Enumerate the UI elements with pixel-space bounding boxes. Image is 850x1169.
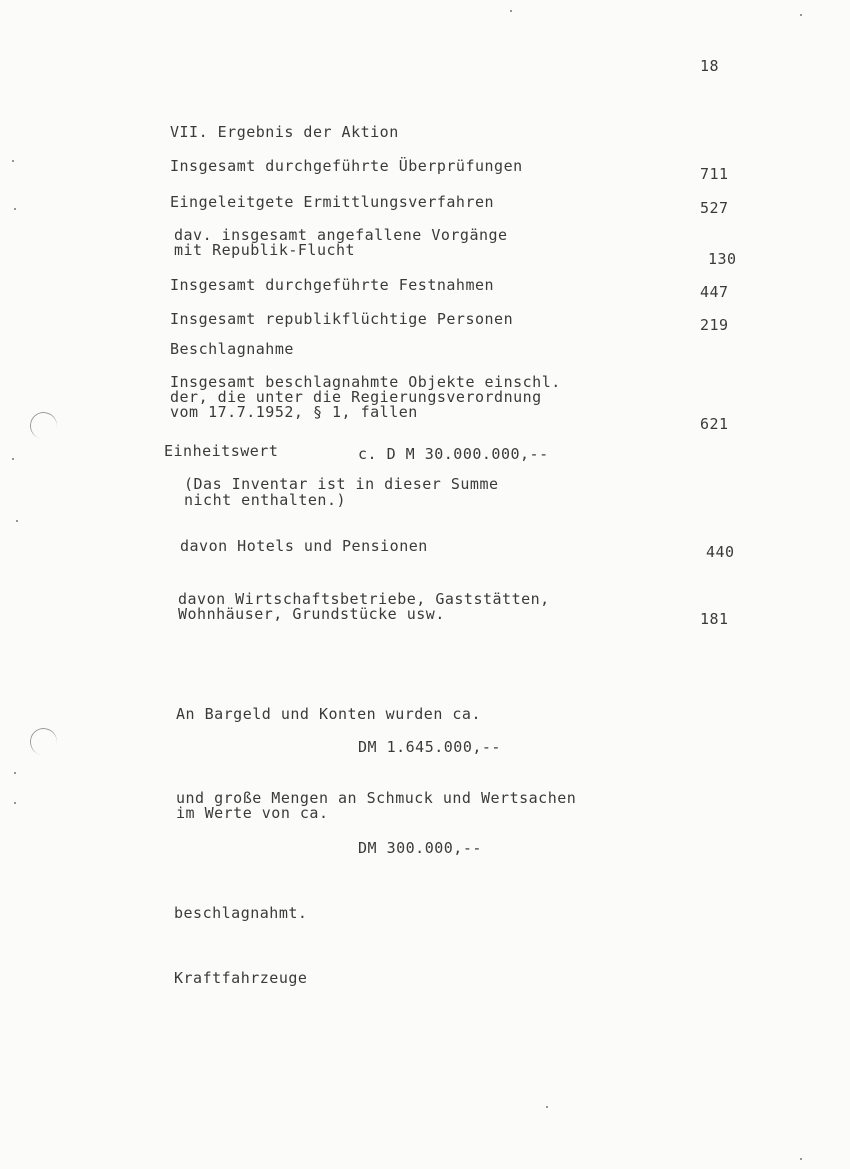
bargeld-text: An Bargeld und Konten wurden ca. <box>176 705 481 723</box>
bargeld-amount: DM 1.645.000,-- <box>358 738 501 756</box>
objekte-line2: der, die unter die Regierungsverordnung <box>170 388 542 406</box>
scan-speck <box>800 1158 802 1160</box>
row-label-vorgaenge-line2: mit Republik-Flucht <box>174 241 356 259</box>
row-label-republikfluechtige: Insgesamt republikflüchtige Personen <box>170 310 514 328</box>
kraftfahrzeuge-heading: Kraftfahrzeuge <box>174 969 308 987</box>
punch-hole-bottom <box>28 726 59 757</box>
scan-speck <box>12 160 14 162</box>
inventar-note-line2: nicht enthalten.) <box>184 491 347 509</box>
row-value-ermittlungsverfahren: 527 <box>700 199 729 217</box>
schmuck-amount: DM 300.000,-- <box>358 839 482 857</box>
scan-speck <box>14 208 16 210</box>
objekte-line1: Insgesamt beschlagnahmte Objekte einschl. <box>170 373 561 391</box>
schmuck-line1: und große Mengen an Schmuck und Wertsachen <box>176 789 577 807</box>
betriebe-line1: davon Wirtschaftsbetriebe, Gaststätten, <box>178 590 550 608</box>
scan-speck <box>16 520 18 522</box>
page-number: 18 <box>700 57 720 75</box>
row-value-vorgaenge: 130 <box>708 250 737 268</box>
row-value-ueberpruefungen: 711 <box>700 165 729 183</box>
einheitswert-label: Einheitswert <box>164 442 279 460</box>
row-label-festnahmen: Insgesamt durchgeführte Festnahmen <box>170 276 495 294</box>
hotels-label: davon Hotels und Pensionen <box>180 537 428 555</box>
scan-speck <box>14 772 16 774</box>
scan-speck <box>800 14 802 16</box>
einheitswert-amount: c. D M 30.000.000,-- <box>358 445 549 463</box>
row-label-vorgaenge-line1: dav. insgesamt angefallene Vorgänge <box>174 226 508 244</box>
scan-speck <box>12 458 14 460</box>
scan-speck <box>546 1106 548 1108</box>
scan-speck <box>14 802 16 804</box>
betriebe-line2: Wohnhäuser, Grundstücke usw. <box>178 605 445 623</box>
hotels-value: 440 <box>706 543 735 561</box>
objekte-line3: vom 17.7.1952, § 1, fallen <box>170 403 418 421</box>
row-value-festnahmen: 447 <box>700 283 729 301</box>
beschlagnahme-heading: Beschlagnahme <box>170 340 294 358</box>
betriebe-value: 181 <box>700 610 729 628</box>
scan-speck <box>510 10 512 12</box>
row-label-ueberpruefungen: Insgesamt durchgeführte Überprüfungen <box>170 157 523 175</box>
objekte-value: 621 <box>700 415 729 433</box>
punch-hole-top <box>28 410 59 441</box>
beschlagnahmt-text: beschlagnahmt. <box>174 904 308 922</box>
inventar-note-line1: (Das Inventar ist in dieser Summe <box>184 475 499 493</box>
schmuck-line2: im Werte von ca. <box>176 804 329 822</box>
row-label-ermittlungsverfahren: Eingeleitgete Ermittlungsverfahren <box>170 193 495 211</box>
section-title: VII. Ergebnis der Aktion <box>170 123 399 141</box>
row-value-republikfluechtige: 219 <box>700 316 729 334</box>
